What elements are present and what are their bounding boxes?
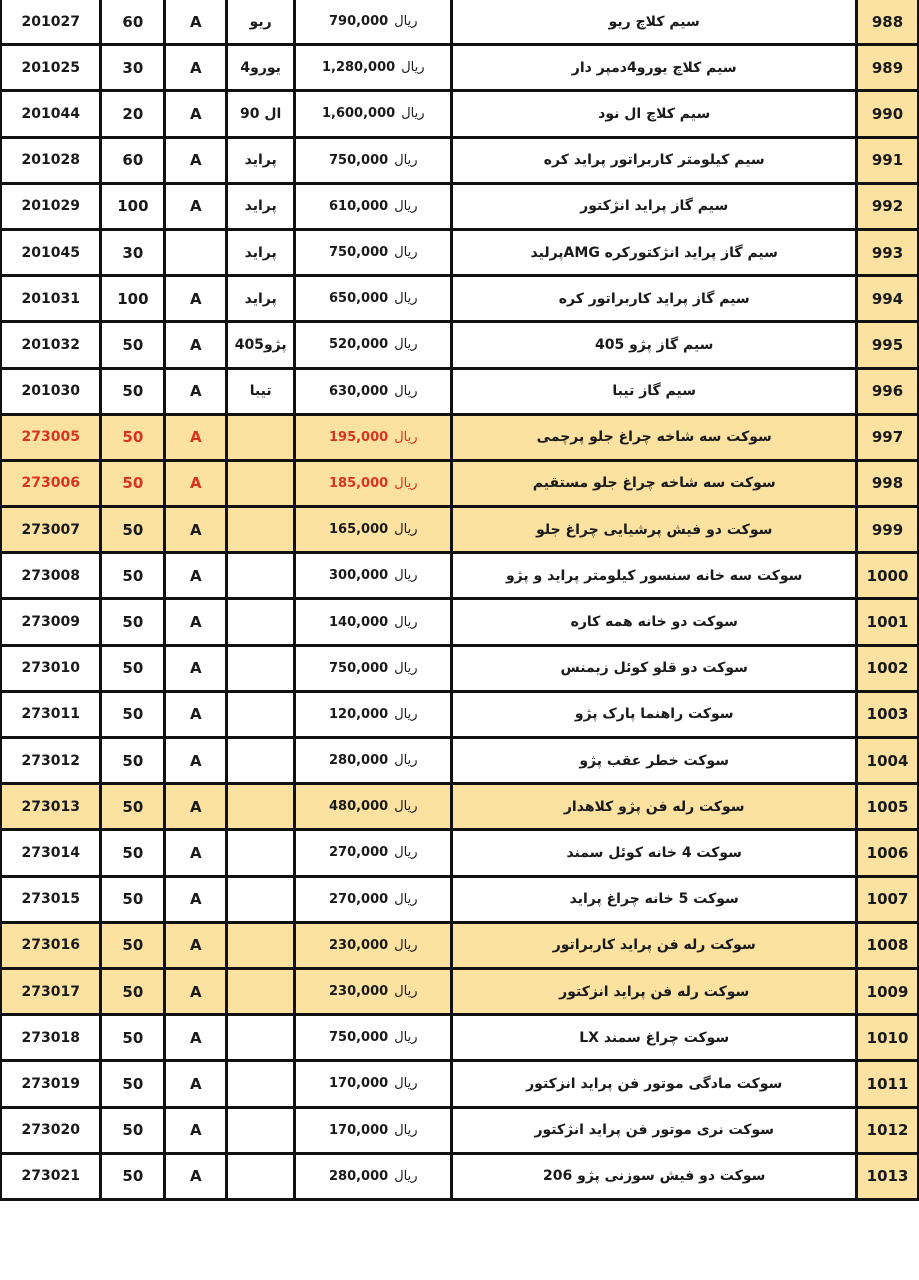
grade-cell: A bbox=[165, 183, 227, 229]
currency-label: ریال bbox=[394, 337, 418, 353]
table-row bbox=[1, 276, 919, 322]
product-name-cell: سوکت رله فن پراید کاربراتور bbox=[452, 922, 857, 968]
currency-label: ریال bbox=[394, 245, 418, 261]
quantity-cell: 50 bbox=[101, 1061, 165, 1107]
grade-cell: A bbox=[165, 645, 227, 691]
quantity-cell: 30 bbox=[101, 45, 165, 91]
product-name-cell: سیم گاز پراید کاربراتور کره bbox=[452, 276, 857, 322]
product-code-cell: 273011 bbox=[1, 691, 101, 737]
price-wrap bbox=[329, 615, 418, 630]
price-cell bbox=[295, 830, 452, 876]
price-cell bbox=[295, 460, 452, 506]
car-model-cell bbox=[227, 922, 295, 968]
quantity-cell: 50 bbox=[101, 1153, 165, 1199]
currency-label: ریال bbox=[394, 614, 418, 630]
price-amount: 790,000 bbox=[328, 14, 389, 30]
price-cell bbox=[295, 1107, 452, 1153]
price-wrap bbox=[329, 938, 418, 953]
price-amount: 280,000 bbox=[328, 1168, 389, 1184]
price-amount: 480,000 bbox=[328, 799, 389, 815]
grade-cell: A bbox=[165, 1061, 227, 1107]
product-code-cell: 273009 bbox=[1, 599, 101, 645]
quantity-cell: 100 bbox=[101, 276, 165, 322]
price-amount: 195,000 bbox=[328, 429, 389, 445]
grade-cell: A bbox=[165, 1153, 227, 1199]
table-row bbox=[1, 1153, 919, 1199]
car-model-cell bbox=[227, 507, 295, 553]
table-row bbox=[1, 876, 919, 922]
product-name-cell: سوکت راهنما پارک پژو bbox=[452, 691, 857, 737]
car-model-cell bbox=[227, 968, 295, 1014]
product-code-cell: 273006 bbox=[1, 460, 101, 506]
grade-cell: A bbox=[165, 414, 227, 460]
row-number-cell: 1004 bbox=[857, 738, 919, 784]
car-model-cell bbox=[227, 414, 295, 460]
quantity-cell: 60 bbox=[101, 0, 165, 45]
grade-cell: A bbox=[165, 599, 227, 645]
product-code-cell: 201029 bbox=[1, 183, 101, 229]
row-number-cell: 1007 bbox=[857, 876, 919, 922]
row-number-cell: 1005 bbox=[857, 784, 919, 830]
price-cell bbox=[295, 322, 452, 368]
car-model-cell bbox=[227, 1107, 295, 1153]
car-model-cell: پژو405 bbox=[227, 322, 295, 368]
car-model-cell bbox=[227, 1153, 295, 1199]
product-name-cell: سوکت 5 خانه چراغ پراید bbox=[452, 876, 857, 922]
car-model-cell: یورو4 bbox=[227, 45, 295, 91]
car-model-cell: پراید bbox=[227, 276, 295, 322]
row-number-cell: 993 bbox=[857, 229, 919, 275]
price-wrap bbox=[329, 153, 418, 168]
quantity-cell: 50 bbox=[101, 830, 165, 876]
car-model-cell bbox=[227, 1061, 295, 1107]
price-cell bbox=[295, 1015, 452, 1061]
quantity-cell: 50 bbox=[101, 1015, 165, 1061]
quantity-cell: 50 bbox=[101, 876, 165, 922]
grade-cell: A bbox=[165, 45, 227, 91]
product-code-cell: 273020 bbox=[1, 1107, 101, 1153]
price-wrap bbox=[322, 106, 425, 121]
grade-cell: A bbox=[165, 830, 227, 876]
price-wrap bbox=[329, 337, 418, 352]
currency-label: ریال bbox=[394, 845, 418, 861]
price-cell bbox=[295, 645, 452, 691]
product-code-cell: 273014 bbox=[1, 830, 101, 876]
price-wrap bbox=[329, 245, 418, 260]
price-amount: 1,280,000 bbox=[321, 60, 396, 76]
quantity-cell: 50 bbox=[101, 922, 165, 968]
car-model-cell bbox=[227, 830, 295, 876]
quantity-cell: 50 bbox=[101, 414, 165, 460]
product-name-cell: سوکت دو قلو کوئل زیمنس bbox=[452, 645, 857, 691]
price-cell bbox=[295, 507, 452, 553]
row-number-cell: 999 bbox=[857, 507, 919, 553]
currency-label: ریال bbox=[394, 706, 418, 722]
price-amount: 750,000 bbox=[328, 245, 389, 261]
price-amount: 170,000 bbox=[328, 1076, 389, 1092]
row-number-cell: 998 bbox=[857, 460, 919, 506]
product-code-cell: 201044 bbox=[1, 91, 101, 137]
grade-cell: A bbox=[165, 0, 227, 45]
car-model-cell: ریو bbox=[227, 0, 295, 45]
price-wrap bbox=[329, 661, 418, 676]
currency-label: ریال bbox=[394, 1122, 418, 1138]
grade-cell: A bbox=[165, 784, 227, 830]
car-model-cell bbox=[227, 553, 295, 599]
row-number-cell: 1003 bbox=[857, 691, 919, 737]
table-row bbox=[1, 1107, 919, 1153]
car-model-cell: پراید bbox=[227, 137, 295, 183]
quantity-cell: 60 bbox=[101, 137, 165, 183]
currency-label: ریال bbox=[394, 14, 418, 30]
price-cell bbox=[295, 91, 452, 137]
row-number-cell: 991 bbox=[857, 137, 919, 183]
product-name-cell: سوکت دو خانه همه کاره bbox=[452, 599, 857, 645]
currency-label: ریال bbox=[394, 1030, 418, 1046]
row-number-cell: 1006 bbox=[857, 830, 919, 876]
table-row bbox=[1, 368, 919, 414]
quantity-cell: 100 bbox=[101, 183, 165, 229]
currency-label: ریال bbox=[394, 198, 418, 214]
price-wrap bbox=[329, 291, 418, 306]
row-number-cell: 1008 bbox=[857, 922, 919, 968]
row-number-cell: 990 bbox=[857, 91, 919, 137]
product-name-cell: سوکت سه شاخه چراغ جلو پرچمی bbox=[452, 414, 857, 460]
product-name-cell: سوکت مادگی موتور فن پراید انزکتور bbox=[452, 1061, 857, 1107]
price-cell bbox=[295, 599, 452, 645]
product-code-cell: 273013 bbox=[1, 784, 101, 830]
grade-cell: A bbox=[165, 553, 227, 599]
price-cell bbox=[295, 414, 452, 460]
row-number-cell: 1013 bbox=[857, 1153, 919, 1199]
price-amount: 630,000 bbox=[328, 383, 389, 399]
currency-label: ریال bbox=[394, 152, 418, 168]
price-cell bbox=[295, 1061, 452, 1107]
price-amount: 610,000 bbox=[328, 198, 389, 214]
quantity-cell: 50 bbox=[101, 738, 165, 784]
car-model-cell bbox=[227, 1015, 295, 1061]
price-cell bbox=[295, 738, 452, 784]
row-number-cell: 1009 bbox=[857, 968, 919, 1014]
car-model-cell: پراید bbox=[227, 183, 295, 229]
table-row bbox=[1, 322, 919, 368]
table-row bbox=[1, 1061, 919, 1107]
product-code-cell: 273008 bbox=[1, 553, 101, 599]
price-amount: 750,000 bbox=[328, 152, 389, 168]
product-name-cell: سیم کیلومتر کاربراتور پراید کره bbox=[452, 137, 857, 183]
price-wrap bbox=[329, 1030, 418, 1045]
row-number-cell: 1001 bbox=[857, 599, 919, 645]
price-amount: 170,000 bbox=[328, 1122, 389, 1138]
currency-label: ریال bbox=[394, 660, 418, 676]
product-name-cell: سوکت 4 خانه کوئل سمند bbox=[452, 830, 857, 876]
price-wrap bbox=[329, 1123, 418, 1138]
product-code-cell: 201031 bbox=[1, 276, 101, 322]
currency-label: ریال bbox=[394, 383, 418, 399]
price-wrap bbox=[329, 199, 418, 214]
currency-label: ریال bbox=[394, 1168, 418, 1184]
price-amount: 165,000 bbox=[328, 522, 389, 538]
product-name-cell: سوکت سه خانه سنسور کیلومتر پراید و پژو bbox=[452, 553, 857, 599]
price-wrap bbox=[329, 476, 418, 491]
product-code-cell: 273017 bbox=[1, 968, 101, 1014]
product-name-cell: سیم گاز پژو 405 bbox=[452, 322, 857, 368]
car-model-cell: پراید bbox=[227, 229, 295, 275]
row-number-cell: 1012 bbox=[857, 1107, 919, 1153]
car-model-cell bbox=[227, 784, 295, 830]
product-code-cell: 201028 bbox=[1, 137, 101, 183]
product-code-cell: 273005 bbox=[1, 414, 101, 460]
car-model-cell bbox=[227, 691, 295, 737]
product-name-cell: سیم کلاچ ال نود bbox=[452, 91, 857, 137]
car-model-cell bbox=[227, 738, 295, 784]
grade-cell: A bbox=[165, 91, 227, 137]
row-number-cell: 997 bbox=[857, 414, 919, 460]
table-row bbox=[1, 738, 919, 784]
price-cell bbox=[295, 137, 452, 183]
product-name-cell: سوکت دو فیش پرشیایی چراغ جلو bbox=[452, 507, 857, 553]
table-row bbox=[1, 507, 919, 553]
row-number-cell: 995 bbox=[857, 322, 919, 368]
price-cell bbox=[295, 276, 452, 322]
table-row bbox=[1, 922, 919, 968]
price-amount: 230,000 bbox=[328, 984, 389, 1000]
quantity-cell: 30 bbox=[101, 229, 165, 275]
price-amount: 300,000 bbox=[328, 568, 389, 584]
table-row bbox=[1, 1015, 919, 1061]
quantity-cell: 50 bbox=[101, 968, 165, 1014]
quantity-cell: 50 bbox=[101, 691, 165, 737]
price-wrap bbox=[329, 1169, 418, 1184]
product-code-cell: 273019 bbox=[1, 1061, 101, 1107]
currency-label: ریال bbox=[394, 984, 418, 1000]
table-row bbox=[1, 137, 919, 183]
price-wrap bbox=[329, 568, 418, 583]
currency-label: ریال bbox=[394, 429, 418, 445]
price-amount: 270,000 bbox=[328, 845, 389, 861]
price-amount: 750,000 bbox=[328, 1030, 389, 1046]
grade-cell: A bbox=[165, 137, 227, 183]
product-code-cell: 273012 bbox=[1, 738, 101, 784]
product-name-cell: سیم گاز پراید انژکتور bbox=[452, 183, 857, 229]
table-row bbox=[1, 414, 919, 460]
quantity-cell: 50 bbox=[101, 368, 165, 414]
price-wrap bbox=[322, 60, 425, 75]
price-amount: 230,000 bbox=[328, 937, 389, 953]
price-amount: 1,600,000 bbox=[321, 106, 396, 122]
price-wrap bbox=[329, 1076, 418, 1091]
quantity-cell: 20 bbox=[101, 91, 165, 137]
product-code-cell: 201025 bbox=[1, 45, 101, 91]
price-wrap bbox=[329, 384, 418, 399]
table-row bbox=[1, 645, 919, 691]
price-amount: 750,000 bbox=[328, 660, 389, 676]
product-name-cell: سوکت دو فیش سوزنی پژو 206 bbox=[452, 1153, 857, 1199]
price-amount: 120,000 bbox=[328, 706, 389, 722]
grade-cell: A bbox=[165, 507, 227, 553]
product-name-cell: سیم کلاچ ریو bbox=[452, 0, 857, 45]
product-name-cell: سیم گاز پراید انژکتورکره AMGپرلید bbox=[452, 229, 857, 275]
product-code-cell: 201027 bbox=[1, 0, 101, 45]
price-amount: 280,000 bbox=[328, 753, 389, 769]
car-model-cell: ال 90 bbox=[227, 91, 295, 137]
price-cell bbox=[295, 1153, 452, 1199]
table-row bbox=[1, 229, 919, 275]
table-row bbox=[1, 691, 919, 737]
product-code-cell: 273016 bbox=[1, 922, 101, 968]
quantity-cell: 50 bbox=[101, 599, 165, 645]
grade-cell: A bbox=[165, 738, 227, 784]
table-body bbox=[1, 0, 919, 1199]
price-wrap bbox=[329, 522, 418, 537]
product-code-cell: 273021 bbox=[1, 1153, 101, 1199]
table-row bbox=[1, 784, 919, 830]
product-code-cell: 273018 bbox=[1, 1015, 101, 1061]
car-model-cell: تیبا bbox=[227, 368, 295, 414]
price-cell bbox=[295, 784, 452, 830]
grade-cell: A bbox=[165, 876, 227, 922]
price-cell bbox=[295, 45, 452, 91]
product-code-cell: 273010 bbox=[1, 645, 101, 691]
car-model-cell bbox=[227, 645, 295, 691]
currency-label: ریال bbox=[401, 60, 425, 76]
row-number-cell: 994 bbox=[857, 276, 919, 322]
grade-cell: A bbox=[165, 1107, 227, 1153]
price-cell bbox=[295, 968, 452, 1014]
currency-label: ریال bbox=[394, 291, 418, 307]
product-code-cell: 273007 bbox=[1, 507, 101, 553]
currency-label: ریال bbox=[401, 106, 425, 122]
product-code-cell: 201032 bbox=[1, 322, 101, 368]
row-number-cell: 989 bbox=[857, 45, 919, 91]
table-row bbox=[1, 183, 919, 229]
quantity-cell: 50 bbox=[101, 322, 165, 368]
product-name-cell: سوکت رله فن پراید انزکتور bbox=[452, 968, 857, 1014]
row-number-cell: 1011 bbox=[857, 1061, 919, 1107]
price-wrap bbox=[329, 892, 418, 907]
row-number-cell: 1000 bbox=[857, 553, 919, 599]
price-cell bbox=[295, 691, 452, 737]
quantity-cell: 50 bbox=[101, 507, 165, 553]
price-wrap bbox=[329, 984, 418, 999]
car-model-cell bbox=[227, 876, 295, 922]
currency-label: ریال bbox=[394, 891, 418, 907]
currency-label: ریال bbox=[394, 753, 418, 769]
currency-label: ریال bbox=[394, 475, 418, 491]
price-cell bbox=[295, 922, 452, 968]
quantity-cell: 50 bbox=[101, 1107, 165, 1153]
table-row bbox=[1, 45, 919, 91]
grade-cell: A bbox=[165, 322, 227, 368]
currency-label: ریال bbox=[394, 1076, 418, 1092]
price-cell bbox=[295, 368, 452, 414]
currency-label: ریال bbox=[394, 937, 418, 953]
grade-cell: A bbox=[165, 276, 227, 322]
car-model-cell bbox=[227, 599, 295, 645]
product-code-cell: 273015 bbox=[1, 876, 101, 922]
price-wrap bbox=[329, 799, 418, 814]
currency-label: ریال bbox=[394, 568, 418, 584]
row-number-cell: 996 bbox=[857, 368, 919, 414]
price-cell bbox=[295, 229, 452, 275]
table-row bbox=[1, 460, 919, 506]
table-row bbox=[1, 968, 919, 1014]
price-cell bbox=[295, 0, 452, 45]
grade-cell: A bbox=[165, 968, 227, 1014]
product-name-cell: سیم کلاچ یورو4دمپر دار bbox=[452, 45, 857, 91]
price-wrap bbox=[329, 707, 418, 722]
price-amount: 140,000 bbox=[328, 614, 389, 630]
currency-label: ریال bbox=[394, 522, 418, 538]
quantity-cell: 50 bbox=[101, 645, 165, 691]
price-wrap bbox=[329, 845, 418, 860]
price-wrap bbox=[329, 430, 418, 445]
table-row bbox=[1, 830, 919, 876]
product-name-cell: سیم گاز تیبا bbox=[452, 368, 857, 414]
currency-label: ریال bbox=[394, 799, 418, 815]
price-cell bbox=[295, 876, 452, 922]
product-name-cell: سوکت سه شاخه چراغ جلو مستقیم bbox=[452, 460, 857, 506]
price-cell bbox=[295, 553, 452, 599]
price-amount: 650,000 bbox=[328, 291, 389, 307]
quantity-cell: 50 bbox=[101, 460, 165, 506]
quantity-cell: 50 bbox=[101, 553, 165, 599]
row-number-cell: 1002 bbox=[857, 645, 919, 691]
price-cell bbox=[295, 183, 452, 229]
product-code-cell: 201030 bbox=[1, 368, 101, 414]
grade-cell: A bbox=[165, 460, 227, 506]
grade-cell: A bbox=[165, 1015, 227, 1061]
row-number-cell: 988 bbox=[857, 0, 919, 45]
product-name-cell: سوکت خطر عقب پژو bbox=[452, 738, 857, 784]
product-name-cell: سوکت رله فن پژو کلاهدار bbox=[452, 784, 857, 830]
price-amount: 185,000 bbox=[328, 475, 389, 491]
table-row bbox=[1, 91, 919, 137]
price-amount: 520,000 bbox=[328, 337, 389, 353]
grade-cell: A bbox=[165, 922, 227, 968]
product-name-cell: سوکت نری موتور فن پراید انژکتور bbox=[452, 1107, 857, 1153]
row-number-cell: 992 bbox=[857, 183, 919, 229]
price-wrap bbox=[329, 14, 418, 29]
grade-cell bbox=[165, 229, 227, 275]
price-amount: 270,000 bbox=[328, 891, 389, 907]
grade-cell: A bbox=[165, 368, 227, 414]
product-name-cell: سوکت چراغ سمند LX bbox=[452, 1015, 857, 1061]
table-row bbox=[1, 0, 919, 45]
table-row bbox=[1, 599, 919, 645]
price-wrap bbox=[329, 753, 418, 768]
table-row bbox=[1, 553, 919, 599]
row-number-cell: 1010 bbox=[857, 1015, 919, 1061]
grade-cell: A bbox=[165, 691, 227, 737]
car-model-cell bbox=[227, 460, 295, 506]
product-code-cell: 201045 bbox=[1, 229, 101, 275]
quantity-cell: 50 bbox=[101, 784, 165, 830]
